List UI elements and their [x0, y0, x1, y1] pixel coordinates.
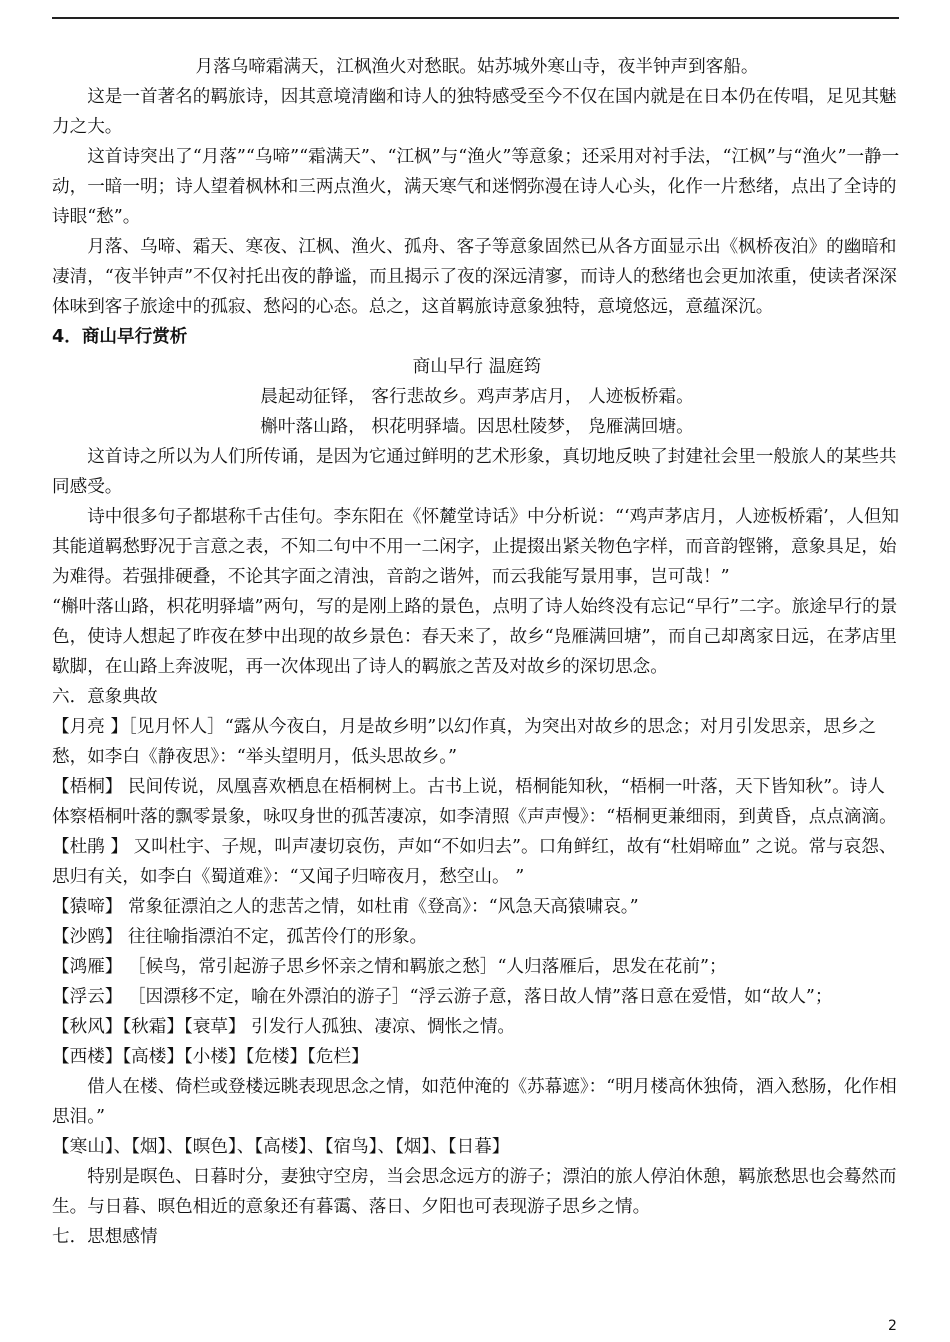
paragraph: 【杜鹃 】 又叫杜宇、子规，叫声凄切哀伤，声如“不如归去”。口角鲜红，故有“杜娟啼血” 之说。常与哀怨、思归有关，如李白《蜀道难》：“又闻子归啼夜月，愁空山。 ” [52, 837, 897, 887]
paragraph: 六．意象典故 [52, 687, 158, 707]
paragraph: 【浮云】 ［因漂移不定，喻在外漂泊的游子］“浮云游子意，落日故人情”落日意在爱惜，如“故人”； [52, 987, 833, 1007]
paragraph: 【沙鸥】 往往喻指漂泊不定，孤苦伶仃的形象。 [52, 927, 428, 947]
top-rule [52, 17, 899, 19]
paragraph: 这首诗突出了“月落”“乌啼”“霜满天”、“江枫”与“渔火”等意象；还采用对衬手法，“江枫”与“渔火”一静一动，一暗一明；诗人望着枫林和三两点渔火，满天寒气和迷惘弥漫在诗人心头，化作一片愁绪，点出了全诗的诗眼“愁”。 [52, 147, 900, 227]
paragraph: 借人在楼、倚栏或登楼远眺表现思念之情，如范仲淹的《苏幕遮》：“明月楼高休独倚，酒入愁肠，化作相思泪。” [52, 1077, 897, 1127]
paragraph: 七．思想感情 [52, 1227, 158, 1247]
poem-line: 晨起动征铎， 客行悲故乡。鸡声茅店月， 人迹板桥霜。 [260, 387, 694, 407]
paragraph: 【西楼】【高楼】【小楼】【危楼】【危栏】 [52, 1047, 369, 1067]
page-content [52, 52, 902, 1252]
paragraph: 这是一首著名的羁旅诗，因其意境清幽和诗人的独特感受至今不仅在国内就是在日本仍在传唱，足见其魅力之大。 [52, 87, 897, 137]
paragraph: 月落、乌啼、霜天、寒夜、江枫、渔火、孤舟、客子等意象固然已从各方面显示出《枫桥夜泊》的幽暗和凄清，“夜半钟声”不仅衬托出夜的静谧，而且揭示了夜的深远清寥，而诗人的愁绪也会更加浓重，使读者深深体味到客子旅途中的孤寂、愁闷的心态。总之，这首羁旅诗意象独特，意境悠远，意蕴深沉。 [52, 237, 897, 317]
paragraph: 【鸿雁】 ［候鸟，常引起游子思乡怀亲之情和羁旅之愁］“人归落雁后，思发在花前”； [52, 957, 727, 977]
paragraph: 这首诗之所以为人们所传诵，是因为它通过鲜明的艺术形象，真切地反映了封建社会里一般旅人的某些共同感受。 [52, 447, 897, 497]
paragraph: 【梧桐】 民间传说，凤凰喜欢栖息在梧桐树上。古书上说，梧桐能知秋，“梧桐一叶落，天下皆知秋”。诗人体察梧桐叶落的飘零景象，咏叹身世的孤苦凄凉，如李清照《声声慢》：“梧桐更兼细雨，到黄昏，点点滴滴。 [52, 777, 897, 827]
paragraph: “槲叶落山路，枳花明驿墙”两句，写的是刚上路的景色，点明了诗人始终没有忘记“早行”二字。旅途早行的景色，使诗人想起了昨夜在梦中出现的故乡景色：春天来了，故乡“凫雁满回塘”，而自己却离家日远，在茅店里歇脚，在山路上奔波呢，再一次体现出了诗人的羁旅之苦及对故乡的深切思念。 [52, 597, 898, 677]
paragraph: 【寒山】、【烟】、【暝色】、【高楼】、【宿鸟】、【烟】、【日暮】 [52, 1137, 510, 1157]
poem-line: 槲叶落山路， 枳花明驿墙。因思杜陵梦， 凫雁满回塘。 [260, 417, 694, 437]
poem-line: 月落乌啼霜满天，江枫渔火对愁眠。姑苏城外寒山寺，夜半钟声到客船。 [195, 57, 759, 77]
poem-line: 商山早行 温庭筠 [412, 357, 542, 377]
section-heading: 4．商山早行赏析 [52, 327, 188, 347]
page-number: 2 [888, 1318, 897, 1334]
paragraph: 诗中很多句子都堪称千古佳句。李东阳在《怀麓堂诗话》中分析说：“‘鸡声茅店月，人迹板桥霜’，人但知其能道羁愁野况于言意之表，不知二句中不用一二闲字，止提掇出紧关物色字样，而音韵铿锵，意象具足，始为难得。若强排硬叠，不论其字面之清浊，音韵之谐舛，而云我能写景用事，岂可哉！” [52, 507, 900, 587]
paragraph: 【秋风】【秋霜】【衰草】 引发行人孤独、凄凉、惆怅之情。 [52, 1017, 516, 1037]
paragraph: 【猿啼】 常象征漂泊之人的悲苦之情，如杜甫《登高》：“风急天高猿啸哀。” [52, 897, 639, 917]
paragraph: 【月亮 】［见月怀人］“露从今夜白，月是故乡明”以幻作真，为突出对故乡的思念；对月引发思亲，思乡之愁，如李白《静夜思》：“举头望明月，低头思故乡。” [52, 717, 877, 767]
paragraph: 特别是暝色、日暮时分，妻独守空房，当会思念远方的游子；漂泊的旅人停泊休憩，羁旅愁思也会蓦然而生。与日暮、暝色相近的意象还有暮霭、落日、夕阳也可表现游子思乡之情。 [52, 1167, 897, 1217]
